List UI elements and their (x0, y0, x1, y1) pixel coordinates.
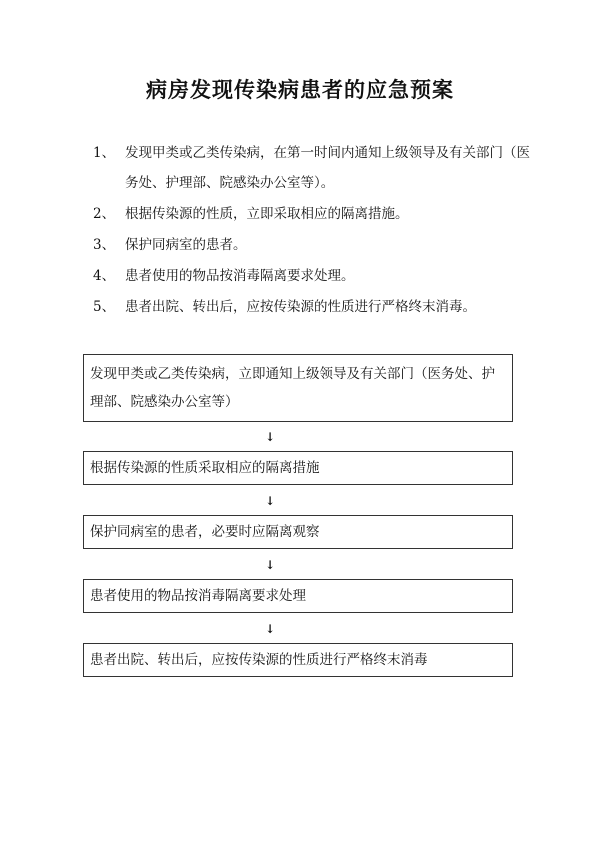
step-text: 患者使用的物品按消毒隔离要求处理。 (125, 268, 355, 284)
step-item (93, 261, 533, 291)
step-text: 发现甲类或乙类传染病，在第一时间内通知上级领导及有关部门（医务处、护理部、院感染办公室等）。 (125, 145, 530, 191)
page-title: 病房发现传染病患者的应急预案 (146, 77, 454, 102)
step-item (93, 199, 533, 229)
flowchart-arrow-down-icon: ↓ (264, 430, 276, 444)
step-number: 5、 (93, 299, 116, 315)
step-number: 2、 (93, 206, 116, 222)
step-item (93, 230, 533, 260)
flowchart-box-disinfect-items: 患者使用的物品按消毒隔离要求处理 (83, 579, 513, 613)
step-text: 根据传染源的性质，立即采取相应的隔离措施。 (125, 206, 409, 222)
flowchart-arrow-down-icon: ↓ (264, 622, 276, 636)
step-item (93, 138, 533, 198)
step-number: 3、 (93, 237, 116, 253)
step-number: 1、 (93, 145, 116, 161)
step-item (93, 292, 533, 322)
flowchart-box-protect-patients: 保护同病室的患者，必要时应隔离观察 (83, 515, 513, 549)
flowchart-box-isolation: 根据传染源的性质采取相应的隔离措施 (83, 451, 513, 485)
steps-list (93, 138, 533, 323)
flowchart-box-terminal-disinfection: 患者出院、转出后，应按传染源的性质进行严格终末消毒 (83, 643, 513, 677)
step-text: 保护同病室的患者。 (125, 237, 247, 253)
flowchart-arrow-down-icon: ↓ (264, 494, 276, 508)
flowchart-arrow-down-icon: ↓ (264, 558, 276, 572)
flowchart-box-notify: 发现甲类或乙类传染病，立即通知上级领导及有关部门（医务处、护理部、院感染办公室等） (83, 354, 513, 422)
step-text: 患者出院、转出后，应按传染源的性质进行严格终末消毒。 (125, 299, 476, 315)
step-number: 4、 (93, 268, 116, 284)
